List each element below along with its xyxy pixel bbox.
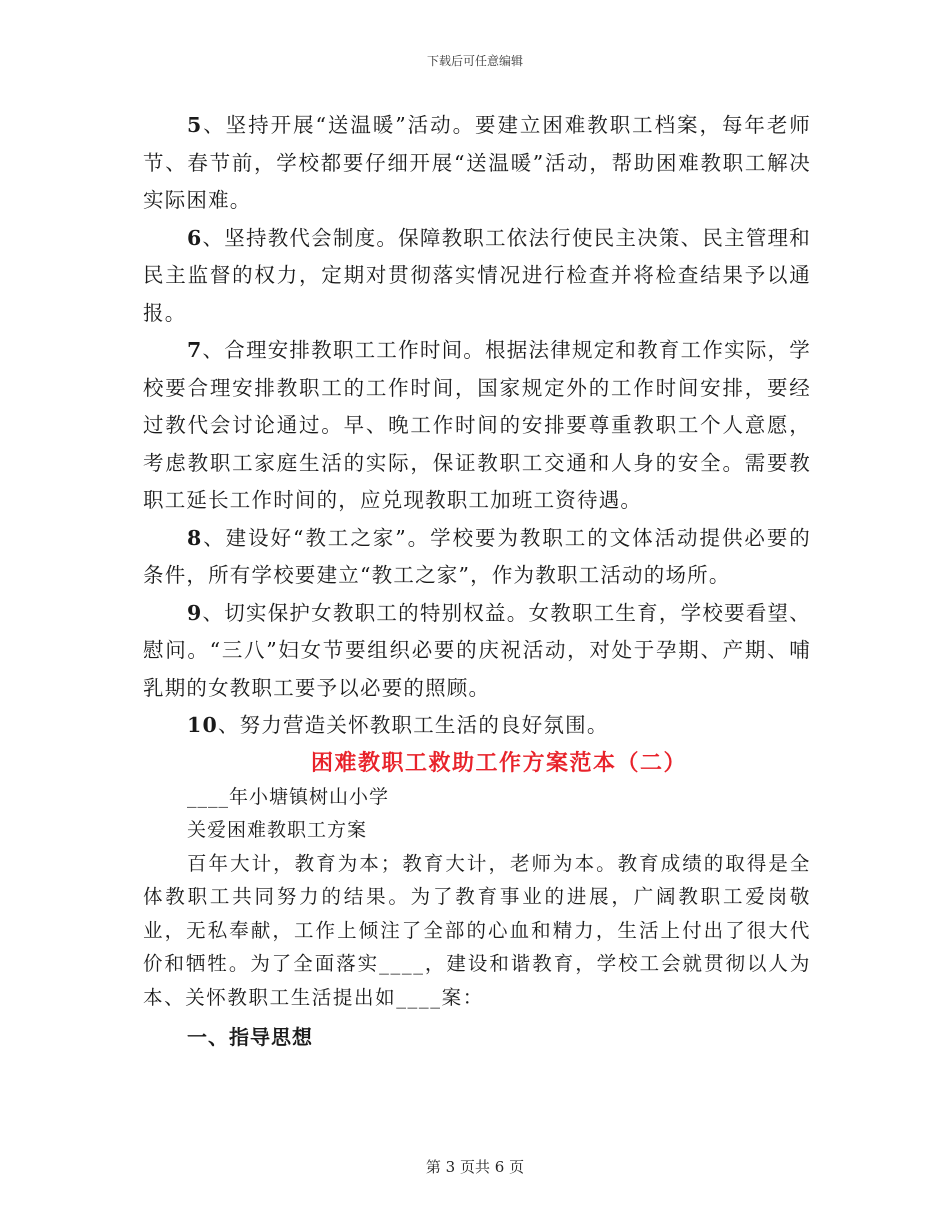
item-number: 7 (187, 338, 203, 362)
list-item-7 (143, 332, 811, 520)
page-header: 下载后可任意编辑 (426, 54, 523, 68)
item-text: 、合理安排教职工工作时间。根据法律规定和教育工作实际，学校要合理安排教职工的工作时间，国家规定外的工作时间安排，要经过教代会讨论通过。早、晚工作时间的安排要尊重教职工个人意愿，考虑教职工家庭生活的实际，保证教职工交通和人身的安全。需要教职工延长工作时间的，应兑现教职工加班工资待遇。 (143, 338, 811, 512)
item-number: 9 (187, 600, 203, 625)
list-item-10 (143, 707, 811, 745)
item-number: 8 (187, 525, 203, 550)
item-text: 、努力营造关怀教职工生活的良好氛围。 (217, 713, 609, 737)
item-text: 、坚持教代会制度。保障教职工依法行使民主决策、民主管理和民主监督的权力，定期对贯彻落实情况进行检查并将检查结果予以通报。 (143, 225, 811, 325)
plan-title: 关爱困难教职工方案 (187, 818, 368, 841)
school-line: ____年小塘镇树山小学 (187, 785, 390, 808)
list-item-6 (143, 220, 811, 333)
item-number: 5 (187, 113, 203, 137)
item-text: 、切实保护女教职工的特别权益。女教职工生育，学校要看望、慰问。“三八”妇女节要组织必要的庆祝活动，对处于孕期、产期、哺乳期的女教职工要予以必要的照顾。 (143, 600, 811, 700)
list-item-9 (143, 595, 811, 708)
document-body (143, 107, 811, 1054)
intro-paragraph: 百年大计，教育为本；教育大计，老师为本。教育成绩的取得是全体教职工共同努力的结果。为了教育事业的进展，广阔教职工爱岗敬业，无私奉献，工作上倾注了全部的心血和精力，生活上付出了很大代价和牺牲。为了全面落实____，建设和谐教育，学校工会就贯彻以人为本、关怀教职工生活提出如____案： (143, 851, 811, 1009)
item-number: 6 (187, 225, 203, 250)
item-text: 、建设好“教工之家”。学校要为教职工的文体活动提供必要的条件，所有学校要建立“教工之家”，作为教职工活动的场所。 (143, 525, 811, 587)
section-title: 困难教职工救助工作方案范本（二） (310, 749, 687, 776)
heading-guiding-ideology: 一、指导思想 (187, 1025, 313, 1049)
item-number: 10 (187, 713, 218, 737)
list-item-5 (143, 107, 811, 220)
list-item-8 (143, 520, 811, 595)
item-text: 、坚持开展“送温暖”活动。要建立困难教职工档案，每年老师节、春节前，学校都要仔细开展“送温暖”活动，帮助困难教职工解决实际困难。 (143, 113, 811, 212)
page-footer: 第 3 页共 6 页 (425, 1158, 525, 1176)
